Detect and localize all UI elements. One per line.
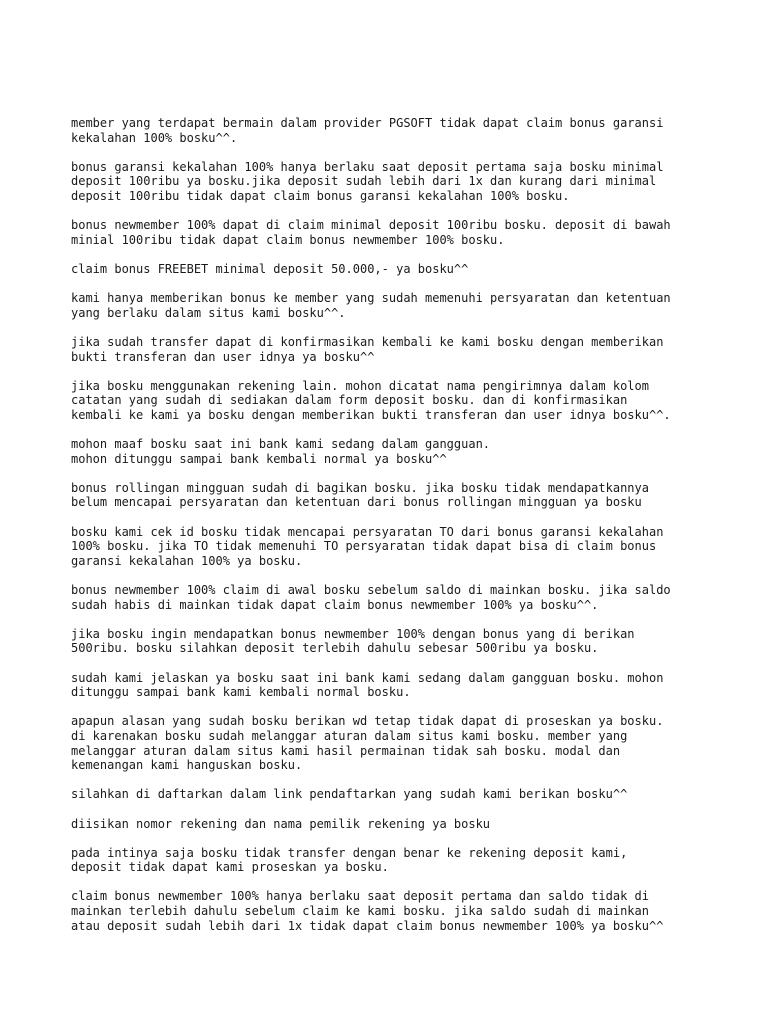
text-line: apapun alasan yang sudah bosku berikan wd tetap tidak dapat di proseskan ya bosku. <box>71 714 664 729</box>
text-line: atau deposit sudah lebih dari 1x tidak dapat claim bonus newmember 100% ya bosku^^ <box>71 918 664 933</box>
paragraph-8 <box>71 437 731 466</box>
paragraph-2 <box>71 160 731 204</box>
text-line: claim bonus newmember 100% hanya berlaku saat deposit pertama dan saldo tidak di <box>71 889 649 904</box>
text-line: kembali ke kami ya bosku dengan memberikan bukti transferan dan user idnya bosku^^. <box>71 407 671 422</box>
paragraph-6 <box>71 335 731 364</box>
text-line: silahkan di daftarkan dalam link pendaftarkan yang sudah kami berikan bosku^^ <box>71 787 628 802</box>
paragraph-14 <box>71 714 731 772</box>
text-line: mohon maaf bosku saat ini bank kami sedang dalam gangguan. <box>71 437 491 452</box>
text-line: garansi kekalahan 100% ya bosku. <box>71 553 303 568</box>
text-line: sudah habis di mainkan tidak dapat claim bonus newmember 100% ya bosku^^. <box>71 597 599 612</box>
text-line: jika sudah transfer dapat di konfirmasikan kembali ke kami bosku dengan memberikan <box>71 334 664 349</box>
text-line: catatan yang sudah di sediakan dalam form deposit bosku. dan di konfirmasikan <box>71 393 628 408</box>
text-line: sudah kami jelaskan ya bosku saat ini bank kami sedang dalam gangguan bosku. mohon <box>71 670 664 685</box>
paragraph-9 <box>71 481 731 510</box>
paragraph-7 <box>71 379 731 423</box>
text-line: ditunggu sampai bank kami kembali normal bosku. <box>71 685 411 700</box>
text-line: jika bosku ingin mendapatkan bonus newmember 100% dengan bonus yang di berikan <box>71 626 635 641</box>
text-line: pada intinya saja bosku tidak transfer dengan benar ke rekening deposit kami, <box>71 845 628 860</box>
text-line: melanggar aturan dalam situs kami hasil permainan tidak sah bosku. modal dan <box>71 743 621 758</box>
text-line: deposit 100ribu tidak dapat claim bonus garansi kekalahan 100% bosku. <box>71 188 570 203</box>
text-line: minial 100ribu tidak dapat claim bonus newmember 100% bosku. <box>71 232 505 247</box>
text-line: bonus rollingan mingguan sudah di bagikan bosku. jika bosku tidak mendapatkannya <box>71 480 649 495</box>
paragraph-16 <box>71 817 731 832</box>
text-line: member yang terdapat bermain dalam provider PGSOFT tidak dapat claim bonus garansi <box>71 116 664 130</box>
text-line: kemenangan kami hanguskan bosku. <box>71 758 303 773</box>
paragraph-15 <box>71 787 731 802</box>
paragraph-17 <box>71 846 731 875</box>
text-line: di karenakan bosku sudah melanggar aturan dalam situs kami bosku. member yang <box>71 728 628 743</box>
text-line: bukti transferan dan user idnya ya bosku^^ <box>71 349 375 364</box>
paragraph-1 <box>71 116 731 145</box>
text-line: belum mencapai persyaratan dan ketentuan dari bonus rollingan mingguan ya bosku <box>71 495 642 510</box>
text-line: 100% bosku. jika TO tidak memenuhi TO persyaratan tidak dapat bisa di claim bonus <box>71 539 657 554</box>
paragraph-11 <box>71 583 731 612</box>
paragraph-4 <box>71 262 731 277</box>
text-line: deposit 100ribu ya bosku.jika deposit sudah lebih dari 1x dan kurang dari minimal <box>71 174 657 189</box>
paragraph-13 <box>71 671 731 700</box>
paragraph-10 <box>71 525 731 569</box>
text-line: mainkan terlebih dahulu sebelum claim ke kami bosku. jika saldo sudah di mainkan <box>71 904 649 919</box>
text-line: claim bonus FREEBET minimal deposit 50.000,- ya bosku^^ <box>71 261 469 276</box>
text-line: yang berlaku dalam situs kami bosku^^. <box>71 305 346 320</box>
document-page <box>71 116 731 948</box>
text-line: deposit tidak dapat kami proseskan ya bosku. <box>71 860 389 875</box>
text-line: diisikan nomor rekening dan nama pemilik rekening ya bosku <box>71 816 491 831</box>
text-line: bonus newmember 100% claim di awal bosku sebelum saldo di mainkan bosku. jika saldo <box>71 583 671 597</box>
text-line: bonus newmember 100% dapat di claim minimal deposit 100ribu bosku. deposit di bawah <box>71 218 671 233</box>
paragraph-3 <box>71 218 731 247</box>
text-line: 500ribu. bosku silahkan deposit terlebih dahulu sebesar 500ribu ya bosku. <box>71 641 599 656</box>
text-line: jika bosku menggunakan rekening lain. mohon dicatat nama pengirimnya dalam kolom <box>71 378 649 393</box>
text-line: kami hanya memberikan bonus ke member yang sudah memenuhi persyaratan dan ketentuan <box>71 291 671 306</box>
text-line: mohon ditunggu sampai bank kembali normal ya bosku^^ <box>71 451 447 466</box>
paragraph-12 <box>71 627 731 656</box>
text-line: bosku kami cek id bosku tidak mencapai persyaratan TO dari bonus garansi kekalahan <box>71 524 664 539</box>
text-line: kekalahan 100% bosku^^. <box>71 130 238 145</box>
paragraph-18 <box>71 889 731 933</box>
paragraph-5 <box>71 291 731 320</box>
text-line: bonus garansi kekalahan 100% hanya berlaku saat deposit pertama saja bosku minimal <box>71 159 664 174</box>
